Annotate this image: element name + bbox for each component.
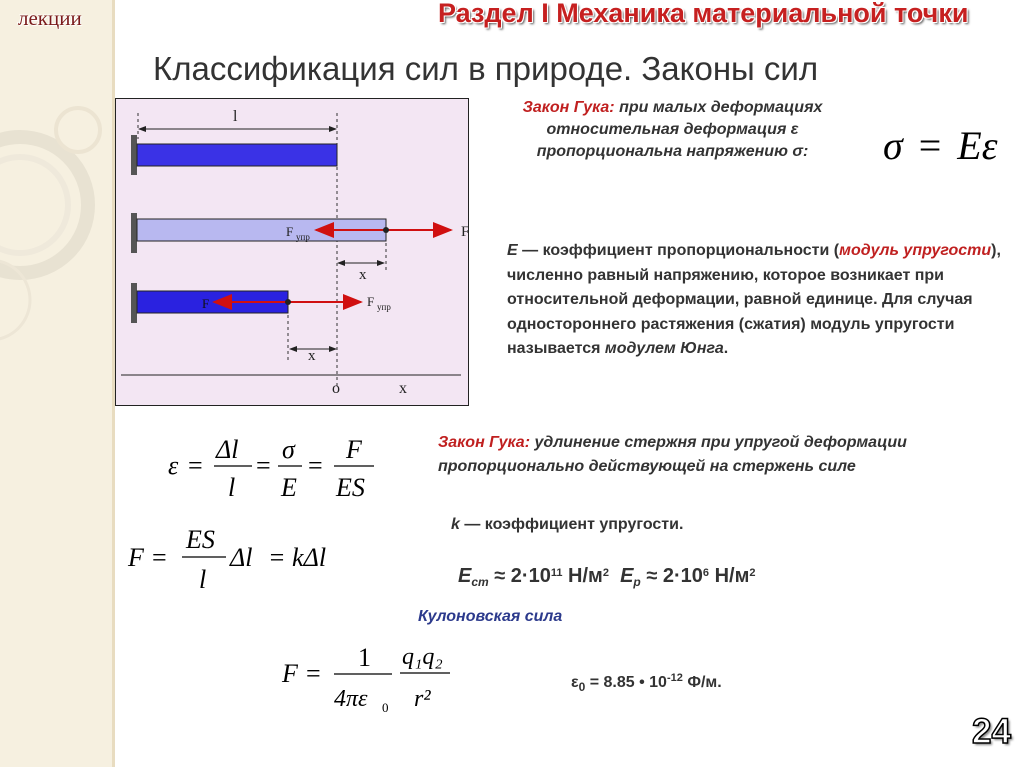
page-title: Классификация сил в природе. Законы сил	[153, 50, 819, 87]
elastic-force-sub-2: упр	[377, 302, 391, 312]
k-symbol: k	[451, 516, 460, 533]
force-f: F	[128, 543, 144, 572]
axis-label: x	[399, 380, 407, 397]
coulomb-eq: =	[306, 659, 321, 688]
steel-sub: ст	[471, 575, 489, 589]
origin-label: o	[332, 380, 340, 397]
rubber-value: ≈ 2·10	[646, 565, 703, 587]
strain-f: F	[346, 435, 362, 464]
eps0-exp: -12	[666, 672, 683, 684]
elastic-force-label-2: F	[367, 294, 375, 309]
coulomb-one: 1	[358, 643, 371, 672]
moduli-values	[458, 565, 755, 589]
hooke-law-heading-1: Закон Гука:	[522, 99, 615, 116]
wall-1	[131, 135, 137, 175]
rubber-unit-exp: 2	[749, 567, 756, 579]
strain-eps: ε	[168, 451, 179, 480]
force-kdl: = kΔl	[268, 543, 327, 572]
force-dl: Δl	[230, 543, 253, 572]
modulus-term: модуль упругости	[839, 242, 992, 259]
rubber-symbol: E	[620, 565, 634, 587]
modulus-dash: —	[522, 242, 539, 259]
modulus-text-2: ), численно равный напряжению, которое возникает при относительной деформации, равной единице. Для случая одностороннего растяжения (сжатия) модуль упругости называется	[507, 242, 1001, 357]
k-text: — коэффициент упругости.	[464, 516, 684, 533]
rubber-unit: Н/м	[714, 565, 750, 587]
force-es: ES	[186, 525, 215, 554]
steel-symbol: E	[458, 565, 472, 587]
eps0-value: = 8.85 • 10	[589, 674, 667, 691]
wall-2	[131, 213, 137, 253]
strain-eq-1: =	[188, 451, 203, 480]
strain-dl: Δl	[216, 435, 239, 464]
hooke-law-text-2: удлинение стержня при упругой деформации пропорционально действующей на стержень силе	[438, 434, 907, 475]
wall-3	[131, 283, 137, 323]
strain-formula	[160, 428, 400, 508]
k-coefficient-line	[451, 516, 683, 534]
rubber-sub: р	[633, 575, 641, 589]
rubber-exp: 6	[702, 567, 709, 579]
lectures-label: лекции	[18, 6, 82, 30]
modulus-paragraph	[507, 239, 1027, 362]
coulomb-f: F	[282, 659, 298, 688]
rod-unstretched	[137, 144, 337, 166]
coulomb-r2: r²	[414, 686, 431, 712]
coulomb-den: 4πε	[334, 686, 368, 712]
strain-l: l	[228, 473, 236, 502]
compress-label: x	[308, 348, 316, 364]
coulomb-den-sub: 0	[382, 700, 389, 715]
page-number: 24	[972, 712, 1011, 751]
stress-strain-formula	[883, 122, 998, 169]
hooke-law-stress	[500, 97, 845, 163]
hooke-law-heading-2: Закон Гука:	[438, 434, 531, 451]
strain-eq-3: =	[308, 451, 323, 480]
hooke-diagram-svg	[116, 99, 468, 405]
modulus-text-1: коэффициент пропорциональности (	[542, 242, 840, 259]
coulomb-formula	[278, 636, 478, 720]
modulus-term-young: модулем Юнга	[604, 340, 724, 357]
coulomb-heading: Кулоновская сила	[418, 608, 563, 625]
eps0-unit: Ф/м.	[687, 674, 722, 691]
force-formula	[122, 520, 362, 600]
force-eq: =	[152, 543, 167, 572]
section-title: Раздел I Механика материальной точки	[438, 0, 969, 28]
strain-e: E	[281, 473, 297, 502]
elastic-force-label-1: F	[286, 224, 294, 239]
strain-sigma: σ	[282, 435, 295, 464]
hooke-law-text-1: при малых деформациях относительная деформация ε пропорциональна напряжению σ:	[536, 99, 823, 160]
force-label: F	[461, 224, 470, 240]
steel-value: ≈ 2·10	[494, 565, 551, 587]
eps0-symbol: ε	[571, 674, 579, 691]
epsilon-zero-value	[571, 672, 722, 694]
length-label: l	[233, 108, 238, 125]
modulus-symbol: E	[507, 242, 518, 259]
applied-force-label-2: F	[202, 296, 210, 311]
strain-es: ES	[336, 473, 365, 502]
decor-rings	[0, 0, 115, 767]
hooke-diagram	[115, 98, 469, 406]
eps0-sub: 0	[578, 680, 586, 694]
steel-unit: Н/м	[568, 565, 603, 587]
modulus-text-3: .	[723, 340, 729, 357]
formula-eq: =	[918, 123, 942, 168]
formula-sigma: σ	[883, 123, 903, 168]
force-l: l	[199, 565, 207, 594]
elastic-force-sub-1: упр	[296, 232, 310, 242]
strain-eq-2: =	[256, 451, 271, 480]
steel-exp: 11	[550, 567, 563, 579]
stretch-label: x	[359, 267, 367, 283]
steel-unit-exp: 2	[602, 567, 609, 579]
hooke-law-elongation	[438, 431, 998, 479]
formula-e-eps: Eε	[957, 123, 998, 168]
coulomb-q1q2: q₁q₂	[402, 644, 443, 670]
